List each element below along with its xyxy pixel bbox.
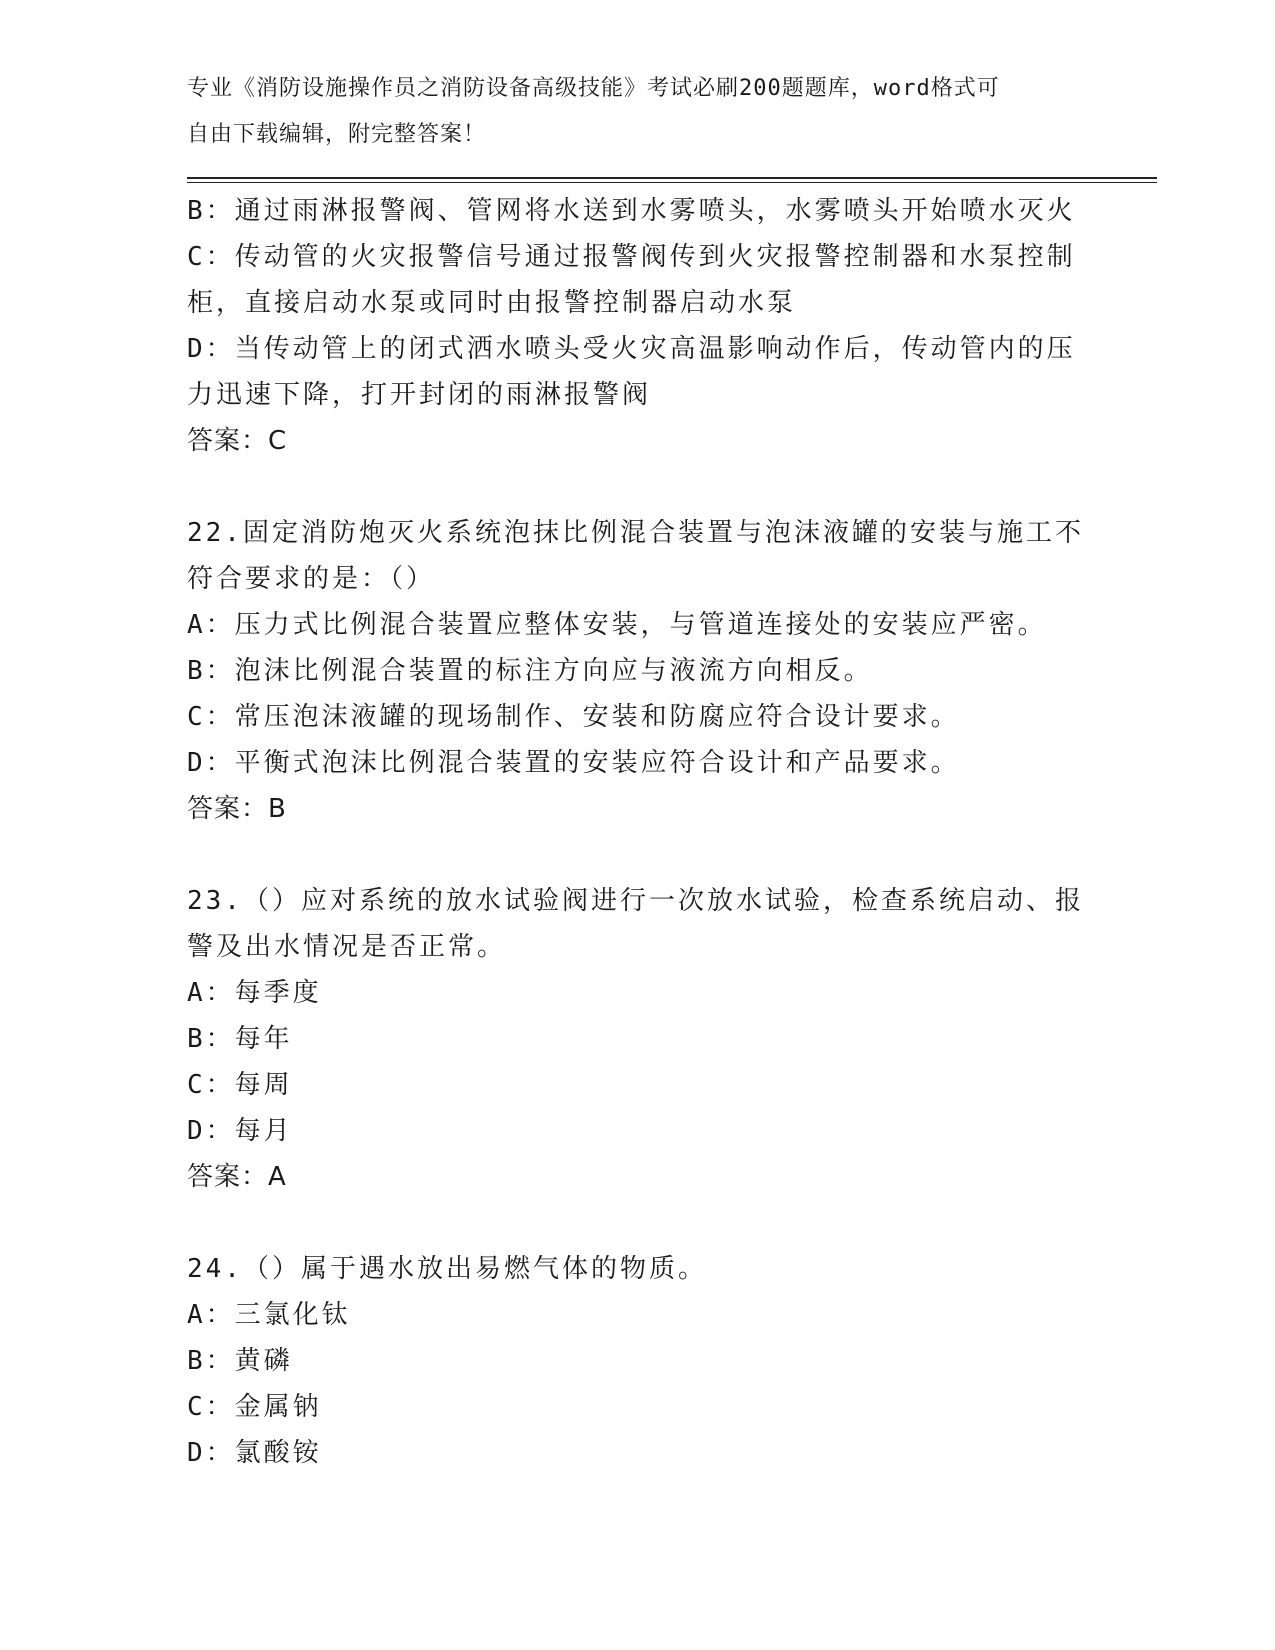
option-d-line-2: 力迅速下降，打开封闭的雨淋报警阀 [187,380,652,410]
document-header [187,72,1067,164]
header-line-1: 专业《消防设施操作员之消防设备高级技能》考试必刷200题题库，word格式可 [187,76,1000,101]
option-d: D：氯酸铵 [187,1438,322,1468]
question-block-24 [187,1246,1087,1476]
answer-line: 答案：C [187,426,288,456]
option-c: C：金属钠 [187,1392,322,1422]
question-stem-line-1: 22.固定消防炮灭火系统泡抹比例混合装置与泡沫液罐的安装与施工不 [187,518,1084,548]
header-divider-thin [187,182,1157,183]
option-a: A：三氯化钛 [187,1300,351,1330]
option-b: B：黄磷 [187,1346,293,1376]
document-body [187,188,1087,1476]
option-c-line-2: 柜，直接启动水泵或同时由报警控制器启动水泵 [187,288,797,318]
question-stem-line-2: 符合要求的是：（） [187,564,436,594]
document-page [187,0,1157,1650]
question-stem-line-1: 24.（）属于遇水放出易燃气体的物质。 [187,1254,707,1284]
answer-line: 答案：B [187,794,287,824]
option-c: C：每周 [187,1070,293,1100]
header-divider-thick [187,177,1157,179]
question-stem-line-2: 警及出水情况是否正常。 [187,932,507,962]
option-d: D：平衡式泡沫比例混合装置的安装应符合设计和产品要求。 [187,748,960,778]
option-b: B：每年 [187,1024,293,1054]
option-b: B：通过雨淋报警阀、管网将水送到水雾喷头，水雾喷头开始喷水灭火 [187,196,1076,226]
answer-line: 答案：A [187,1162,287,1192]
option-d: D：每月 [187,1116,293,1146]
question-block-21 [187,188,1087,464]
option-a: A：压力式比例混合装置应整体安装，与管道连接处的安装应严密。 [187,610,1047,640]
question-block-22 [187,510,1087,832]
question-block-23 [187,878,1087,1200]
header-line-2: 自由下载编辑，附完整答案！ [187,122,487,147]
option-c-line-1: C：传动管的火灾报警信号通过报警阀传到火灾报警控制器和水泵控制 [187,242,1076,272]
question-stem-line-1: 23.（）应对系统的放水试验阀进行一次放水试验，检查系统启动、报 [187,886,1084,916]
option-d-line-1: D：当传动管上的闭式洒水喷头受火灾高温影响动作后，传动管内的压 [187,334,1076,364]
option-c: C：常压泡沫液罐的现场制作、安装和防腐应符合设计要求。 [187,702,960,732]
option-b: B：泡沫比例混合装置的标注方向应与液流方向相反。 [187,656,873,686]
option-a: A：每季度 [187,978,322,1008]
